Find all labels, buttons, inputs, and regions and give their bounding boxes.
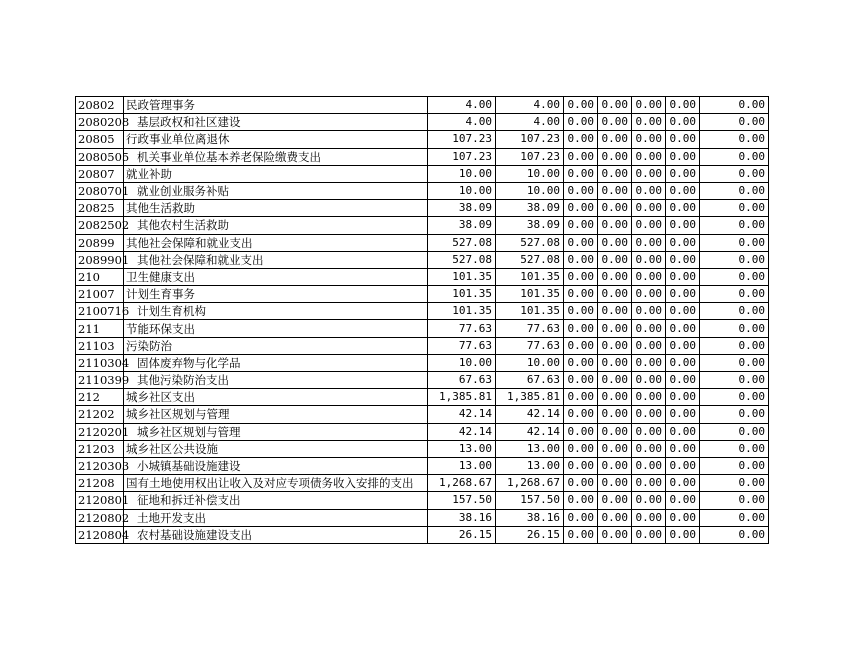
amount-basic-cell: 13.00: [496, 440, 564, 457]
col-5-cell: 0.00: [632, 148, 666, 165]
col-5-cell: 0.00: [632, 268, 666, 285]
amount-basic-cell: 157.50: [496, 492, 564, 509]
col-4-cell: 0.00: [598, 200, 632, 217]
subject-code-cell: 21007: [76, 286, 124, 303]
amount-basic-cell: 101.35: [496, 268, 564, 285]
subject-code-cell: 20825: [76, 200, 124, 217]
col-5-cell: 0.00: [632, 320, 666, 337]
subject-code-cell: 21202: [76, 406, 124, 423]
col-5-cell: 0.00: [632, 354, 666, 371]
amount-total-cell: 527.08: [428, 251, 496, 268]
col-6-cell: 0.00: [666, 389, 700, 406]
col-7-cell: 0.00: [700, 457, 769, 474]
subject-code-cell: 2082502: [76, 217, 124, 234]
amount-basic-cell: 38.09: [496, 217, 564, 234]
col-6-cell: 0.00: [666, 148, 700, 165]
table-row: [76, 320, 769, 337]
table-row: [76, 406, 769, 423]
col-7-cell: 0.00: [700, 372, 769, 389]
col-7-cell: 0.00: [700, 509, 769, 526]
amount-total-cell: 527.08: [428, 234, 496, 251]
amount-total-cell: 4.00: [428, 114, 496, 131]
table-body: [76, 97, 769, 544]
col-5-cell: 0.00: [632, 492, 666, 509]
col-5-cell: 0.00: [632, 475, 666, 492]
col-6-cell: 0.00: [666, 268, 700, 285]
amount-total-cell: 13.00: [428, 440, 496, 457]
col-6-cell: 0.00: [666, 165, 700, 182]
col-4-cell: 0.00: [598, 131, 632, 148]
col-6-cell: 0.00: [666, 423, 700, 440]
col-5-cell: 0.00: [632, 286, 666, 303]
amount-total-cell: 101.35: [428, 303, 496, 320]
col-7-cell: 0.00: [700, 320, 769, 337]
col-5-cell: 0.00: [632, 337, 666, 354]
col-4-cell: 0.00: [598, 372, 632, 389]
table-row: [76, 389, 769, 406]
subject-code-cell: 2110304: [76, 354, 124, 371]
amount-basic-cell: 38.16: [496, 509, 564, 526]
col-6-cell: 0.00: [666, 286, 700, 303]
col-4-cell: 0.00: [598, 526, 632, 543]
col-6-cell: 0.00: [666, 440, 700, 457]
col-4-cell: 0.00: [598, 354, 632, 371]
subject-code-cell: 20807: [76, 165, 124, 182]
table-row: [76, 303, 769, 320]
subject-code-cell: 2120804: [76, 526, 124, 543]
col-3-cell: 0.00: [564, 440, 598, 457]
col-7-cell: 0.00: [700, 337, 769, 354]
col-5-cell: 0.00: [632, 200, 666, 217]
col-6-cell: 0.00: [666, 526, 700, 543]
col-5-cell: 0.00: [632, 526, 666, 543]
amount-basic-cell: 10.00: [496, 165, 564, 182]
col-7-cell: 0.00: [700, 440, 769, 457]
col-6-cell: 0.00: [666, 303, 700, 320]
amount-total-cell: 38.09: [428, 217, 496, 234]
table-row: [76, 354, 769, 371]
subject-name-cell: 基层政权和社区建设: [124, 114, 428, 131]
subject-name-cell: 小城镇基础设施建设: [124, 457, 428, 474]
col-5-cell: 0.00: [632, 372, 666, 389]
col-4-cell: 0.00: [598, 286, 632, 303]
amount-total-cell: 10.00: [428, 165, 496, 182]
subject-name-cell: 城乡社区规划与管理: [124, 406, 428, 423]
col-5-cell: 0.00: [632, 440, 666, 457]
table-row: [76, 286, 769, 303]
amount-basic-cell: 26.15: [496, 526, 564, 543]
subject-code-cell: 2110399: [76, 372, 124, 389]
amount-total-cell: 101.35: [428, 286, 496, 303]
col-6-cell: 0.00: [666, 182, 700, 199]
col-4-cell: 0.00: [598, 492, 632, 509]
col-5-cell: 0.00: [632, 182, 666, 199]
col-3-cell: 0.00: [564, 97, 598, 114]
table-row: [76, 268, 769, 285]
amount-basic-cell: 77.63: [496, 337, 564, 354]
table-row: [76, 97, 769, 114]
amount-total-cell: 107.23: [428, 148, 496, 165]
subject-name-cell: 农村基础设施建设支出: [124, 526, 428, 543]
col-7-cell: 0.00: [700, 251, 769, 268]
subject-code-cell: 21103: [76, 337, 124, 354]
col-5-cell: 0.00: [632, 251, 666, 268]
col-6-cell: 0.00: [666, 234, 700, 251]
col-6-cell: 0.00: [666, 509, 700, 526]
col-3-cell: 0.00: [564, 148, 598, 165]
col-4-cell: 0.00: [598, 114, 632, 131]
subject-name-cell: 污染防治: [124, 337, 428, 354]
amount-basic-cell: 527.08: [496, 251, 564, 268]
amount-basic-cell: 527.08: [496, 234, 564, 251]
col-5-cell: 0.00: [632, 406, 666, 423]
col-3-cell: 0.00: [564, 268, 598, 285]
amount-total-cell: 77.63: [428, 337, 496, 354]
amount-basic-cell: 1,268.67: [496, 475, 564, 492]
subject-code-cell: 20805: [76, 131, 124, 148]
subject-code-cell: 212: [76, 389, 124, 406]
col-4-cell: 0.00: [598, 234, 632, 251]
col-7-cell: 0.00: [700, 406, 769, 423]
subject-name-cell: 计划生育事务: [124, 286, 428, 303]
col-6-cell: 0.00: [666, 406, 700, 423]
col-6-cell: 0.00: [666, 217, 700, 234]
col-7-cell: 0.00: [700, 148, 769, 165]
table-row: [76, 234, 769, 251]
amount-basic-cell: 77.63: [496, 320, 564, 337]
col-4-cell: 0.00: [598, 303, 632, 320]
subject-code-cell: 2080505: [76, 148, 124, 165]
subject-code-cell: 2080208: [76, 114, 124, 131]
col-3-cell: 0.00: [564, 286, 598, 303]
col-6-cell: 0.00: [666, 114, 700, 131]
table-row: [76, 492, 769, 509]
col-6-cell: 0.00: [666, 475, 700, 492]
amount-basic-cell: 10.00: [496, 182, 564, 199]
subject-name-cell: 其他污染防治支出: [124, 372, 428, 389]
col-5-cell: 0.00: [632, 131, 666, 148]
col-7-cell: 0.00: [700, 200, 769, 217]
col-3-cell: 0.00: [564, 131, 598, 148]
col-4-cell: 0.00: [598, 509, 632, 526]
col-5-cell: 0.00: [632, 165, 666, 182]
col-3-cell: 0.00: [564, 406, 598, 423]
col-5-cell: 0.00: [632, 389, 666, 406]
table-row: [76, 165, 769, 182]
subject-code-cell: 2089901: [76, 251, 124, 268]
amount-total-cell: 38.16: [428, 509, 496, 526]
table-row: [76, 182, 769, 199]
subject-code-cell: 2120303: [76, 457, 124, 474]
subject-code-cell: 21208: [76, 475, 124, 492]
col-7-cell: 0.00: [700, 217, 769, 234]
col-5-cell: 0.00: [632, 303, 666, 320]
amount-total-cell: 1,268.67: [428, 475, 496, 492]
subject-name-cell: 民政管理事务: [124, 97, 428, 114]
col-7-cell: 0.00: [700, 303, 769, 320]
subject-name-cell: 城乡社区公共设施: [124, 440, 428, 457]
subject-name-cell: 征地和拆迁补偿支出: [124, 492, 428, 509]
amount-basic-cell: 42.14: [496, 423, 564, 440]
amount-total-cell: 67.63: [428, 372, 496, 389]
table-row: [76, 337, 769, 354]
amount-total-cell: 42.14: [428, 423, 496, 440]
col-6-cell: 0.00: [666, 337, 700, 354]
table-row: [76, 131, 769, 148]
col-6-cell: 0.00: [666, 97, 700, 114]
amount-total-cell: 10.00: [428, 182, 496, 199]
subject-code-cell: 210: [76, 268, 124, 285]
subject-code-cell: 2120802: [76, 509, 124, 526]
col-4-cell: 0.00: [598, 337, 632, 354]
col-7-cell: 0.00: [700, 97, 769, 114]
subject-name-cell: 就业补助: [124, 165, 428, 182]
col-3-cell: 0.00: [564, 337, 598, 354]
subject-name-cell: 卫生健康支出: [124, 268, 428, 285]
col-4-cell: 0.00: [598, 475, 632, 492]
amount-total-cell: 157.50: [428, 492, 496, 509]
col-3-cell: 0.00: [564, 320, 598, 337]
table-row: [76, 251, 769, 268]
amount-total-cell: 101.35: [428, 268, 496, 285]
amount-total-cell: 107.23: [428, 131, 496, 148]
col-3-cell: 0.00: [564, 492, 598, 509]
col-3-cell: 0.00: [564, 200, 598, 217]
table-row: [76, 372, 769, 389]
amount-total-cell: 26.15: [428, 526, 496, 543]
amount-basic-cell: 107.23: [496, 148, 564, 165]
col-7-cell: 0.00: [700, 286, 769, 303]
subject-name-cell: 固体废弃物与化学品: [124, 354, 428, 371]
col-6-cell: 0.00: [666, 354, 700, 371]
subject-name-cell: 城乡社区规划与管理: [124, 423, 428, 440]
col-7-cell: 0.00: [700, 475, 769, 492]
subject-name-cell: 国有土地使用权出让收入及对应专项债务收入安排的支出: [124, 475, 428, 492]
subject-name-cell: 就业创业服务补贴: [124, 182, 428, 199]
col-5-cell: 0.00: [632, 234, 666, 251]
amount-total-cell: 38.09: [428, 200, 496, 217]
col-3-cell: 0.00: [564, 251, 598, 268]
amount-basic-cell: 67.63: [496, 372, 564, 389]
col-3-cell: 0.00: [564, 526, 598, 543]
amount-basic-cell: 4.00: [496, 114, 564, 131]
col-7-cell: 0.00: [700, 182, 769, 199]
col-4-cell: 0.00: [598, 217, 632, 234]
amount-total-cell: 10.00: [428, 354, 496, 371]
col-4-cell: 0.00: [598, 320, 632, 337]
col-7-cell: 0.00: [700, 165, 769, 182]
amount-total-cell: 4.00: [428, 97, 496, 114]
col-3-cell: 0.00: [564, 114, 598, 131]
col-6-cell: 0.00: [666, 372, 700, 389]
col-5-cell: 0.00: [632, 423, 666, 440]
table-row: [76, 509, 769, 526]
table-row: [76, 114, 769, 131]
subject-name-cell: 计划生育机构: [124, 303, 428, 320]
col-4-cell: 0.00: [598, 457, 632, 474]
amount-total-cell: 77.63: [428, 320, 496, 337]
table-row: [76, 200, 769, 217]
col-6-cell: 0.00: [666, 457, 700, 474]
col-5-cell: 0.00: [632, 97, 666, 114]
subject-code-cell: 20899: [76, 234, 124, 251]
col-3-cell: 0.00: [564, 475, 598, 492]
amount-basic-cell: 101.35: [496, 286, 564, 303]
amount-basic-cell: 38.09: [496, 200, 564, 217]
amount-basic-cell: 10.00: [496, 354, 564, 371]
col-4-cell: 0.00: [598, 251, 632, 268]
amount-total-cell: 1,385.81: [428, 389, 496, 406]
subject-name-cell: 土地开发支出: [124, 509, 428, 526]
subject-code-cell: 2080701: [76, 182, 124, 199]
col-4-cell: 0.00: [598, 406, 632, 423]
col-7-cell: 0.00: [700, 114, 769, 131]
amount-basic-cell: 13.00: [496, 457, 564, 474]
col-3-cell: 0.00: [564, 457, 598, 474]
col-4-cell: 0.00: [598, 423, 632, 440]
table-row: [76, 217, 769, 234]
col-6-cell: 0.00: [666, 200, 700, 217]
col-6-cell: 0.00: [666, 492, 700, 509]
col-4-cell: 0.00: [598, 165, 632, 182]
col-5-cell: 0.00: [632, 509, 666, 526]
col-6-cell: 0.00: [666, 320, 700, 337]
col-6-cell: 0.00: [666, 251, 700, 268]
col-7-cell: 0.00: [700, 492, 769, 509]
col-3-cell: 0.00: [564, 303, 598, 320]
table-row: [76, 148, 769, 165]
subject-name-cell: 其他生活救助: [124, 200, 428, 217]
table-row: [76, 440, 769, 457]
amount-total-cell: 42.14: [428, 406, 496, 423]
subject-name-cell: 城乡社区支出: [124, 389, 428, 406]
subject-code-cell: 2100716: [76, 303, 124, 320]
col-3-cell: 0.00: [564, 354, 598, 371]
amount-basic-cell: 1,385.81: [496, 389, 564, 406]
col-4-cell: 0.00: [598, 440, 632, 457]
subject-name-cell: 机关事业单位基本养老保险缴费支出: [124, 148, 428, 165]
col-5-cell: 0.00: [632, 457, 666, 474]
subject-code-cell: 21203: [76, 440, 124, 457]
table-row: [76, 457, 769, 474]
amount-basic-cell: 107.23: [496, 131, 564, 148]
table-row: [76, 423, 769, 440]
table-row: [76, 475, 769, 492]
subject-name-cell: 节能环保支出: [124, 320, 428, 337]
subject-name-cell: 行政事业单位离退休: [124, 131, 428, 148]
col-7-cell: 0.00: [700, 423, 769, 440]
subject-name-cell: 其他社会保障和就业支出: [124, 251, 428, 268]
col-3-cell: 0.00: [564, 182, 598, 199]
col-5-cell: 0.00: [632, 217, 666, 234]
col-6-cell: 0.00: [666, 131, 700, 148]
amount-basic-cell: 42.14: [496, 406, 564, 423]
table-row: [76, 526, 769, 543]
amount-basic-cell: 101.35: [496, 303, 564, 320]
amount-total-cell: 13.00: [428, 457, 496, 474]
col-3-cell: 0.00: [564, 165, 598, 182]
budget-expenditure-table: [75, 96, 769, 544]
col-4-cell: 0.00: [598, 268, 632, 285]
col-7-cell: 0.00: [700, 526, 769, 543]
col-7-cell: 0.00: [700, 131, 769, 148]
amount-basic-cell: 4.00: [496, 97, 564, 114]
subject-code-cell: 2120201: [76, 423, 124, 440]
col-4-cell: 0.00: [598, 97, 632, 114]
col-3-cell: 0.00: [564, 509, 598, 526]
subject-code-cell: 20802: [76, 97, 124, 114]
subject-name-cell: 其他农村生活救助: [124, 217, 428, 234]
col-3-cell: 0.00: [564, 217, 598, 234]
col-3-cell: 0.00: [564, 389, 598, 406]
col-7-cell: 0.00: [700, 389, 769, 406]
subject-code-cell: 211: [76, 320, 124, 337]
col-7-cell: 0.00: [700, 234, 769, 251]
col-3-cell: 0.00: [564, 372, 598, 389]
col-7-cell: 0.00: [700, 268, 769, 285]
col-4-cell: 0.00: [598, 182, 632, 199]
subject-code-cell: 2120801: [76, 492, 124, 509]
col-7-cell: 0.00: [700, 354, 769, 371]
col-4-cell: 0.00: [598, 389, 632, 406]
col-3-cell: 0.00: [564, 234, 598, 251]
col-3-cell: 0.00: [564, 423, 598, 440]
col-4-cell: 0.00: [598, 148, 632, 165]
col-5-cell: 0.00: [632, 114, 666, 131]
subject-name-cell: 其他社会保障和就业支出: [124, 234, 428, 251]
